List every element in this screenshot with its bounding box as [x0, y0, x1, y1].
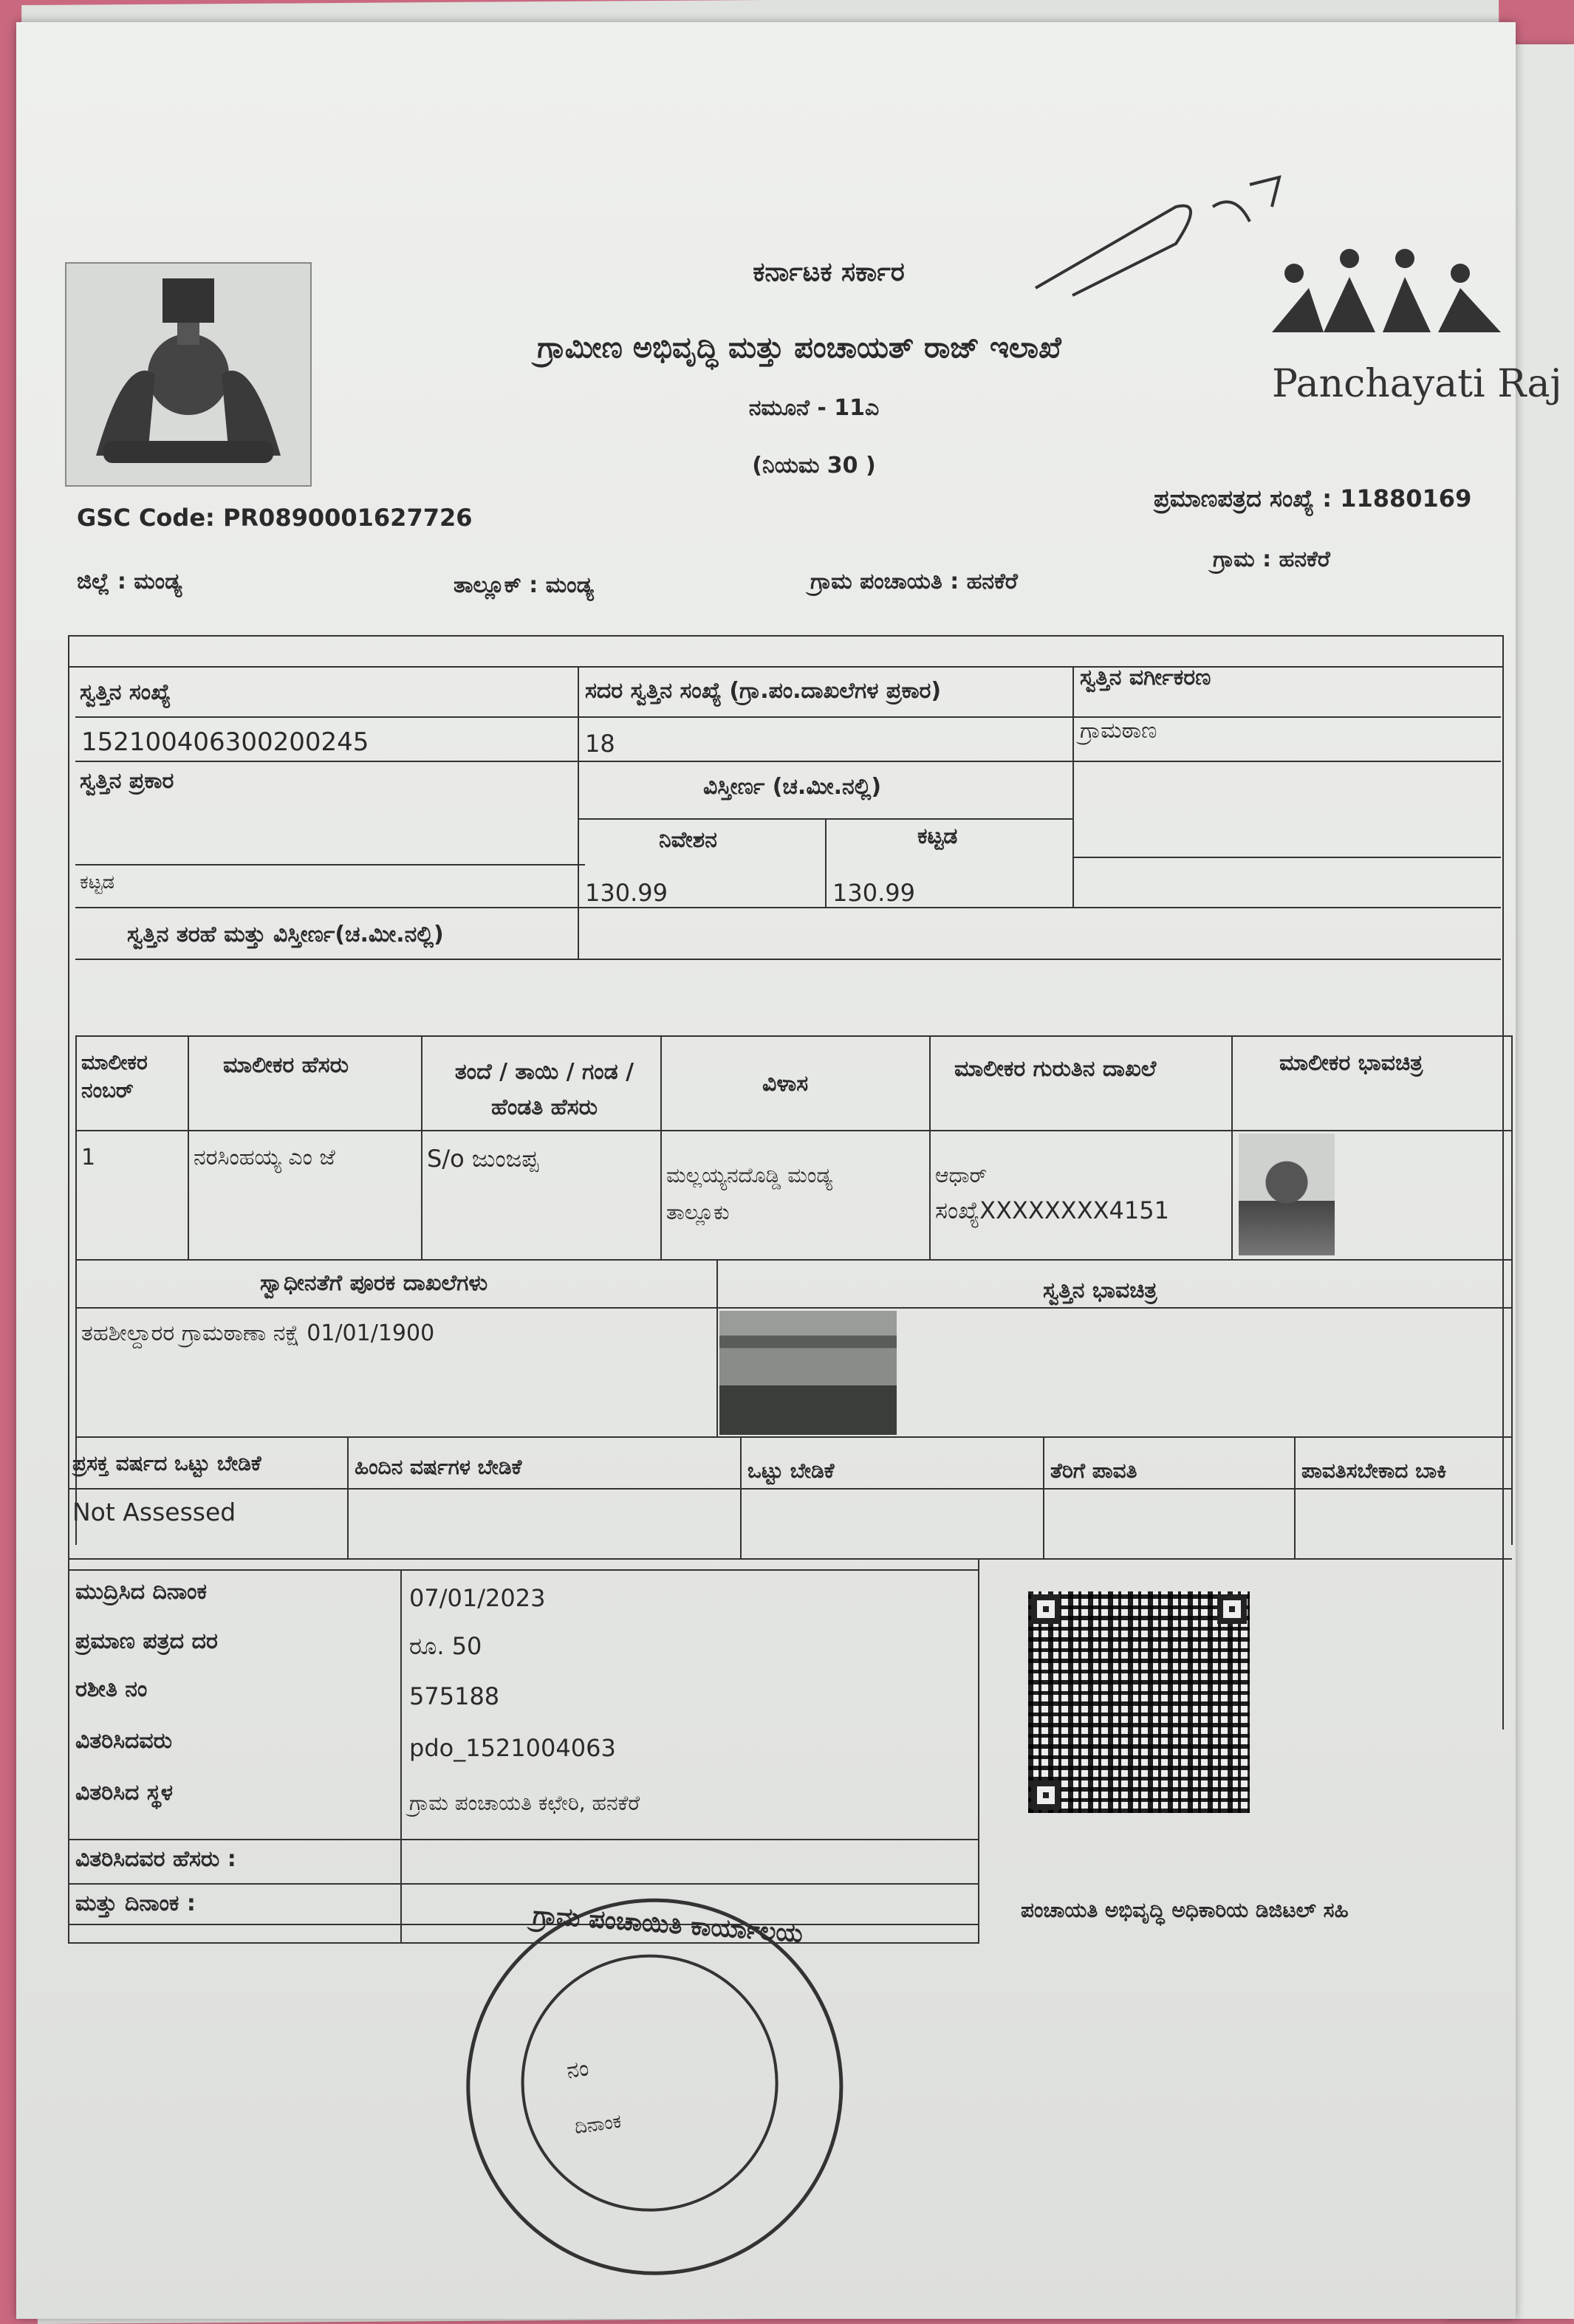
relation-value: S/o ಜುಂಜಪ್ಪ — [427, 1145, 539, 1173]
property-photo — [719, 1311, 897, 1435]
district: ಜಿಲ್ಲೆ : ಮಂಡ್ಯ — [77, 569, 182, 594]
type-label: ಸ್ವತ್ತಿನ ಪ್ರಕಾರ — [80, 768, 174, 794]
village: ಗ್ರಾಮ : ಹನಕೆರೆ — [1213, 546, 1330, 572]
receipt-value: 575188 — [409, 1682, 500, 1710]
address-value-1: ಮಲ್ಲಯ್ಯನದೊಡ್ಡಿ ಮಂಡ್ಯ — [666, 1163, 833, 1187]
owner-photo — [1239, 1134, 1335, 1255]
total-demand-label: ಒಟ್ಟು ಬೇಡಿಕೆ — [747, 1459, 835, 1483]
building-label: ಕಟ್ಟಡ — [917, 823, 958, 849]
stamp-date: ದಿನಾಂಕ — [572, 2110, 623, 2139]
current-demand-value: Not Assessed — [72, 1498, 236, 1526]
certificate-number: ಪ್ರಮಾಣಪತ್ರದ ಸಂಖ್ಯೆ : 11880169 — [1154, 484, 1472, 513]
type-area-label: ಸ್ವತ್ತಿನ ತರಹೆ ಮತ್ತು ವಿಸ್ತೀರ್ಣ(ಚ.ಮೀ.ನಲ್ಲಿ) — [127, 922, 444, 947]
taluk: ತಾಲ್ಲೂಕ್ : ಮಂಡ್ಯ — [454, 572, 594, 598]
area-label: ವಿಸ್ತೀರ್ಣ (ಚ.ಮೀ.ನಲ್ಲಿ) — [703, 774, 882, 800]
receipt-label: ರಶೀತಿ ನಂ — [75, 1676, 148, 1702]
prop-no-value: 152100406300200245 — [81, 727, 369, 757]
ownership-doc-value: ತಹಶೀಲ್ದಾರರ ಗ್ರಾಮಠಾಣಾ ನಕ್ಷೆ 01/01/1900 — [81, 1320, 435, 1346]
stamp-no: ನಂ — [564, 2055, 591, 2084]
issue-date-label: ಮತ್ತು ದಿನಾಂಕ : — [75, 1891, 196, 1916]
col-owner-photo: ಮಾಲೀಕರ ಭಾವಚಿತ್ರ — [1279, 1050, 1423, 1076]
property-photo-label: ಸ್ವತ್ತಿನ ಭಾವಚಿತ್ರ — [1043, 1278, 1157, 1303]
rule-number: (ನಿಯಮ 30 ) — [752, 453, 876, 479]
place-label: ವಿತರಿಸಿದ ಸ್ಥಳ — [75, 1780, 174, 1806]
issuer-value: pdo_1521004063 — [409, 1734, 616, 1762]
print-date-value: 07/01/2023 — [409, 1584, 546, 1612]
issuer-label: ವಿತರಿಸಿದವರು — [75, 1728, 173, 1754]
stamp-outer-text: ಗ್ರಾಮ ಪಂಚಾಯಿತಿ ಕಾರ್ಯಾಲಯ — [532, 1900, 804, 1949]
prop-no-label: ಸ್ವತ್ತಿನ ಸಂಖ್ಯೆ — [80, 679, 171, 705]
type-value: ಕಟ್ಟಡ — [80, 871, 115, 894]
fee-value: ರೂ. 50 — [409, 1632, 482, 1660]
sadar-no-value: 18 — [585, 730, 615, 758]
col-relation: ತಂದೆ / ತಾಯಿ / ಗಂಡ / ಹೆಂಡತಿ ಹೆಸರು — [454, 1059, 634, 1120]
panchayati-raj-logo-icon — [1265, 244, 1508, 354]
digital-signature-label: ಪಂಚಾಯತಿ ಅಭಿವೃದ್ಧಿ ಅಧಿಕಾರಿಯ ಡಿಜಿಟಲ್ ಸಹಿ — [1021, 1898, 1349, 1922]
owner-name-value: ನರಸಿಂಹಯ್ಯ ಎಂ ಜೆ — [194, 1145, 335, 1170]
gram-panchayat: ಗ್ರಾಮ ಪಂಚಾಯತಿ : ಹನಕೆರೆ — [810, 569, 1018, 594]
handwritten-mark-icon — [1028, 162, 1294, 303]
certificate-page — [16, 22, 1562, 2319]
current-demand-label: ಪ್ರಸಕ್ತ ವರ್ಷದ ಒಟ್ಟು ಬೇಡಿಕೆ — [72, 1451, 261, 1475]
col-address: ವಿಳಾಸ — [762, 1071, 809, 1097]
fee-label: ಪ್ರಮಾಣ ಪತ್ರದ ದರ — [75, 1628, 218, 1654]
class-label: ಸ್ವತ್ತಿನ ವರ್ಗೀಕರಣ — [1080, 665, 1211, 690]
issuer-name-label: ವಿತರಿಸಿದವರ ಹೆಸರು : — [75, 1846, 236, 1872]
col-owner-name: ಮಾಲೀಕರ ಹೆಸರು — [223, 1052, 349, 1078]
balance-label: ಪಾವತಿಸಬೇಕಾದ ಬಾಕಿ — [1301, 1459, 1447, 1483]
id-number-value: ಸಂಖ್ಯೆXXXXXXXX4151 — [935, 1196, 1169, 1224]
ownership-docs-label: ಸ್ವಾಧೀನತೆಗೆ ಪೂರಕ ದಾಖಲೆಗಳು — [260, 1270, 488, 1296]
panchayati-raj-logo-text: Panchayati Raj — [1272, 362, 1562, 406]
place-value: ಗ್ರಾಮ ಪಂಚಾಯತಿ ಕಛೇರಿ, ಹನಕೆರೆ — [409, 1791, 640, 1815]
official-stamp — [442, 1873, 875, 2306]
gsc-code: GSC Code: PR0890001627726 — [77, 504, 473, 532]
col-id-document: ಮಾಲೀಕರ ಗುರುತಿನ ದಾಖಲೆ — [954, 1056, 1157, 1082]
site-label: ನಿವೇಶನ — [659, 827, 717, 853]
site-area-value: 130.99 — [585, 879, 668, 907]
gov-title: ಕರ್ನಾಟಕ ಸರ್ಕಾರ — [753, 257, 905, 287]
tax-paid-label: ತೆರಿಗೆ ಪಾವತಿ — [1050, 1459, 1137, 1483]
address-value-2: ತಾಲ್ಲೂಕು — [666, 1200, 730, 1224]
print-date-label: ಮುದ್ರಿಸಿದ ದಿನಾಂಕ — [75, 1579, 207, 1605]
form-number: ನಮೂನೆ - 11ಎ — [748, 395, 880, 421]
owner-no-value: 1 — [81, 1145, 96, 1170]
sadar-no-label: ಸದರ ಸ್ವತ್ತಿನ ಸಂಖ್ಯೆ (ಗ್ರಾ.ಪಂ.ದಾಖಲೆಗಳ ಪ್ರಕಾರ) — [585, 678, 942, 704]
class-value: ಗ್ರಾಮಠಾಣ — [1080, 718, 1157, 744]
qr-code — [1028, 1591, 1250, 1813]
previous-demand-label: ಹಿಂದಿನ ವರ್ಷಗಳ ಬೇಡಿಕೆ — [355, 1455, 522, 1479]
col-owner-no: ಮಾಲೀಕರ ನಂಬರ್ — [81, 1050, 148, 1103]
building-area-value: 130.99 — [832, 879, 915, 907]
dept-title: ಗ್ರಾಮೀಣ ಅಭಿವೃದ್ಧಿ ಮತ್ತು ಪಂಚಾಯತ್ ರಾಜ್ ಇಲಾಖೆ — [537, 331, 1061, 365]
id-type-value: ಆಧಾರ್ — [935, 1163, 988, 1187]
karnataka-emblem-icon — [65, 262, 312, 487]
